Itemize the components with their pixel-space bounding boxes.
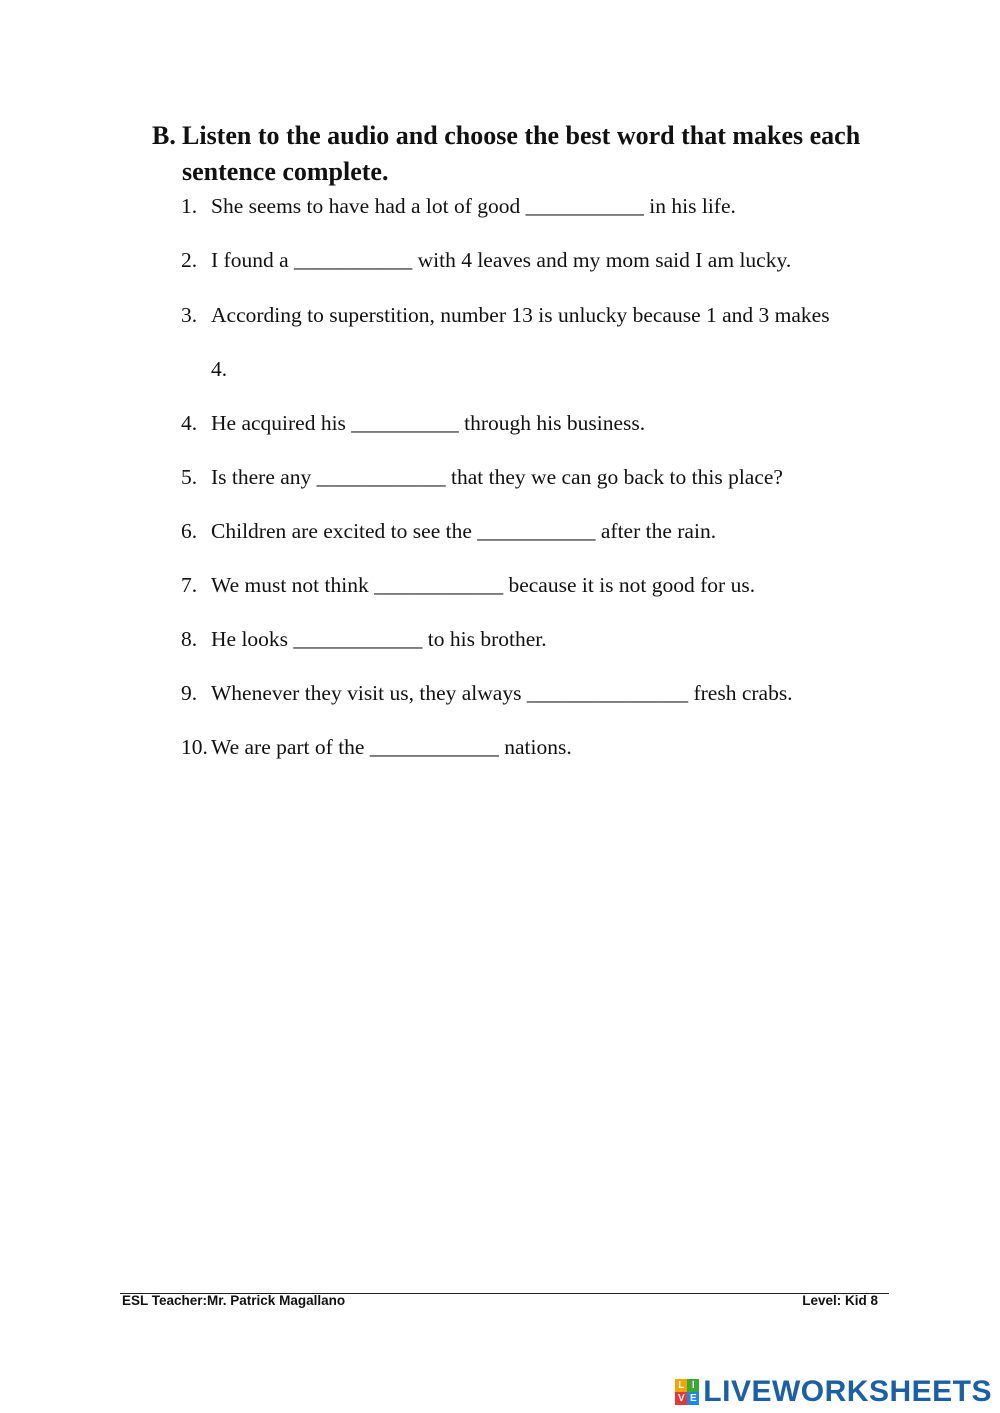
question-text: He looks ____________ to his brother. — [211, 627, 547, 651]
question-number: 1. — [181, 194, 198, 218]
logo-letter: L — [675, 1379, 687, 1392]
question-number: 5. — [181, 465, 198, 489]
liveworksheets-brand[interactable] — [675, 1372, 992, 1412]
question-text: We must not think ____________ because it is not good for us. — [211, 573, 756, 597]
question-text: Whenever they visit us, they always _______________ fresh crabs. — [211, 681, 793, 705]
question-text: Children are excited to see the ___________ after the rain. — [211, 519, 717, 543]
question-10 — [181, 734, 901, 760]
question-text: We are part of the ____________ nations. — [211, 735, 572, 759]
question-4 — [181, 410, 901, 436]
question-6 — [181, 518, 901, 544]
section-letter: B. — [152, 121, 176, 150]
question-9 — [181, 680, 901, 706]
question-continuation: 4. — [211, 357, 228, 381]
logo-letter: I — [687, 1379, 699, 1392]
logo-letter: V — [675, 1392, 687, 1405]
question-text: Is there any ____________ that they we can go back to this place? — [211, 465, 783, 489]
question-text: According to superstition, number 13 is unlucky because 1 and 3 makes — [211, 303, 830, 327]
brand-name: LIVEWORKSHEETS — [703, 1375, 992, 1408]
liveworksheets-logo-icon — [675, 1379, 699, 1405]
question-text: I found a ___________ with 4 leaves and my mom said I am lucky. — [211, 248, 792, 272]
section-title — [152, 118, 912, 190]
logo-letter: E — [687, 1392, 699, 1405]
question-1 — [181, 193, 901, 219]
question-8 — [181, 626, 901, 652]
question-7 — [181, 572, 901, 598]
question-3 — [181, 302, 901, 382]
question-number: 2. — [181, 248, 198, 272]
question-2 — [181, 247, 901, 273]
question-number: 8. — [181, 627, 198, 651]
section-instructions: Listen to the audio and choose the best word that makes each sentence complete. — [182, 121, 861, 186]
question-text: She seems to have had a lot of good ___________ in his life. — [211, 194, 736, 218]
footer-teacher: ESL Teacher:Mr. Patrick Magallano — [122, 1293, 346, 1308]
question-number: 9. — [181, 681, 198, 705]
question-number: 3. — [181, 303, 198, 327]
footer-level: Level: Kid 8 — [802, 1293, 878, 1308]
question-number: 7. — [181, 573, 198, 597]
question-number: 6. — [181, 519, 198, 543]
question-text: He acquired his __________ through his business. — [211, 411, 646, 435]
question-number: 4. — [181, 411, 198, 435]
question-5 — [181, 464, 901, 490]
question-number: 10. — [181, 735, 208, 759]
